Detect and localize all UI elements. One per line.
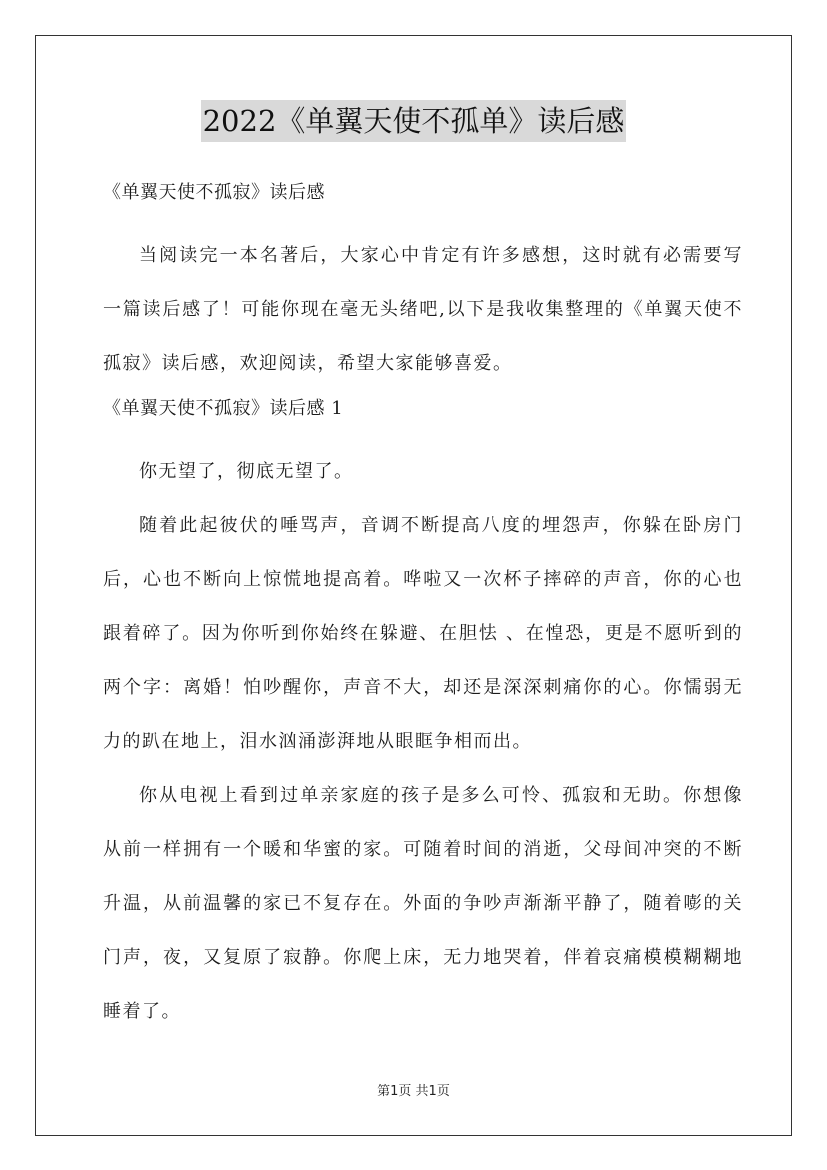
intro-paragraph: 当阅读完一本名著后，大家心中肯定有许多感想，这时就有必需要写一篇读后感了！可能你现在毫无头绪吧,以下是我收集整理的《单翼天使不孤寂》读后感，欢迎阅读，希望大家能够喜爱。 bbox=[103, 245, 743, 374]
page-footer bbox=[0, 1083, 827, 1101]
page-number: 第1页 共1页 bbox=[377, 1084, 450, 1099]
document-body bbox=[103, 175, 743, 1039]
body-paragraph: 你无望了，彻底无望了。 bbox=[139, 461, 354, 482]
subheading-intro: 《单翼天使不孤寂》读后感 bbox=[103, 182, 325, 203]
subheading-essay-1: 《单翼天使不孤寂》读后感 1 bbox=[103, 398, 344, 419]
spacer bbox=[103, 427, 743, 445]
title-container bbox=[0, 100, 827, 142]
body-paragraph: 随着此起彼伏的唾骂声，音调不断提高八度的埋怨声，你躲在卧房门后，心也不断向上惊慌地提高着。哗啦又一次杯子摔碎的声音，你的心也跟着碎了。因为你听到你始终在躲避、在胆怯 、在惶恐，更是不愿听到的两个字：离婚！怕吵醒你，声音不大，却还是深深刺痛你的心。你懦弱无力的趴在地上，泪水汹涌澎湃地从眼眶争相而出。 bbox=[103, 515, 743, 752]
document-title: 2022《单翼天使不孤单》读后感 bbox=[201, 100, 627, 142]
body-paragraph: 你从电视上看到过单亲家庭的孩子是多么可怜、孤寂和无助。你想像从前一样拥有一个暖和华蜜的家。可随着时间的消逝，父母间冲突的不断升温，从前温馨的家已不复存在。外面的争吵声渐渐平静了，随着嘭的关门声，夜，又复原了寂静。你爬上床，无力地哭着，伴着哀痛模模糊糊地睡着了。 bbox=[103, 785, 743, 1022]
spacer bbox=[103, 211, 743, 229]
